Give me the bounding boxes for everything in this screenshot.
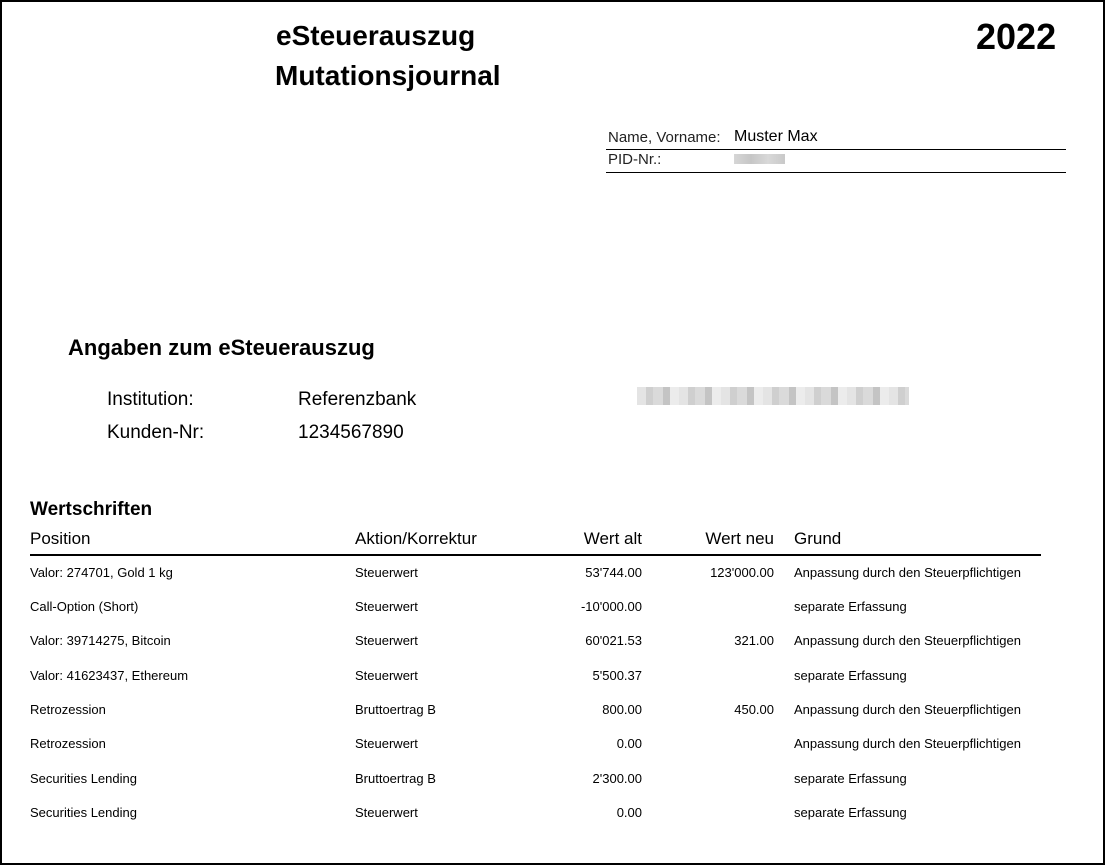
taxpayer-info xyxy=(606,127,1066,173)
cell-wert-alt: 53'744.00 xyxy=(585,565,642,580)
kunden-value: 1234567890 xyxy=(298,422,404,443)
column-header-aktion: Aktion/Korrektur xyxy=(355,529,477,548)
redacted-pid xyxy=(734,154,785,164)
cell-position: Securities Lending xyxy=(30,771,137,786)
column-header-grund: Grund xyxy=(794,529,842,548)
cell-grund: separate Erfassung xyxy=(794,771,907,786)
pid-row xyxy=(606,150,1066,173)
cell-grund: Anpassung durch den Steuerpflichtigen xyxy=(794,633,1021,648)
name-value: Muster Max xyxy=(734,128,818,145)
cell-wert-alt: 800.00 xyxy=(602,702,642,717)
name-row xyxy=(606,127,1066,150)
cell-grund: separate Erfassung xyxy=(794,668,907,683)
cell-wert-alt: 60'021.53 xyxy=(585,633,642,648)
cell-aktion: Steuerwert xyxy=(355,599,418,614)
institution-value: Referenzbank xyxy=(298,389,417,410)
column-header-position: Position xyxy=(30,529,91,548)
cell-wert-alt: 5'500.37 xyxy=(592,668,642,683)
cell-grund: separate Erfassung xyxy=(794,599,907,614)
cell-wert-alt: 0.00 xyxy=(616,805,642,820)
institution-label: Institution: xyxy=(107,389,194,410)
cell-aktion: Steuerwert xyxy=(355,805,418,820)
cell-position: Valor: 41623437, Ethereum xyxy=(30,668,189,683)
cell-aktion: Bruttoertrag B xyxy=(355,702,436,717)
column-header-wert-alt: Wert alt xyxy=(583,529,642,548)
header-divider xyxy=(30,554,1041,556)
kunden-label: Kunden-Nr: xyxy=(107,422,205,443)
cell-aktion: Steuerwert xyxy=(355,736,418,751)
column-header-wert-neu: Wert neu xyxy=(705,529,774,548)
cell-position: Call-Option (Short) xyxy=(30,599,139,614)
cell-aktion: Steuerwert xyxy=(355,565,418,580)
cell-wert-neu: 123'000.00 xyxy=(710,565,774,580)
tax-year: 2022 xyxy=(976,16,1057,57)
cell-wert-alt: 0.00 xyxy=(616,736,642,751)
cell-position: Valor: 274701, Gold 1 kg xyxy=(30,565,173,580)
pid-label: PID-Nr.: xyxy=(608,151,662,168)
section-title-wertschriften: Wertschriften xyxy=(30,499,153,520)
cell-grund: Anpassung durch den Steuerpflichtigen xyxy=(794,702,1021,717)
cell-aktion: Steuerwert xyxy=(355,668,418,683)
document-subtitle: Mutationsjournal xyxy=(275,60,501,91)
cell-position: Valor: 39714275, Bitcoin xyxy=(30,633,171,648)
name-label: Name, Vorname: xyxy=(608,129,721,146)
cell-aktion: Bruttoertrag B xyxy=(355,771,436,786)
cell-wert-neu: 450.00 xyxy=(734,702,774,717)
cell-grund: Anpassung durch den Steuerpflichtigen xyxy=(794,736,1021,751)
cell-aktion: Steuerwert xyxy=(355,633,418,648)
redacted-area xyxy=(637,387,909,405)
cell-position: Retrozession xyxy=(30,736,106,751)
cell-position: Retrozession xyxy=(30,702,106,717)
document-title: eSteuerauszug xyxy=(276,20,476,51)
cell-grund: Anpassung durch den Steuerpflichtigen xyxy=(794,565,1021,580)
cell-position: Securities Lending xyxy=(30,805,137,820)
cell-grund: separate Erfassung xyxy=(794,805,907,820)
cell-wert-alt: -10'000.00 xyxy=(580,599,642,614)
section-title-angaben: Angaben zum eSteuerauszug xyxy=(68,335,375,360)
cell-wert-neu: 321.00 xyxy=(734,633,774,648)
cell-wert-alt: 2'300.00 xyxy=(592,771,642,786)
